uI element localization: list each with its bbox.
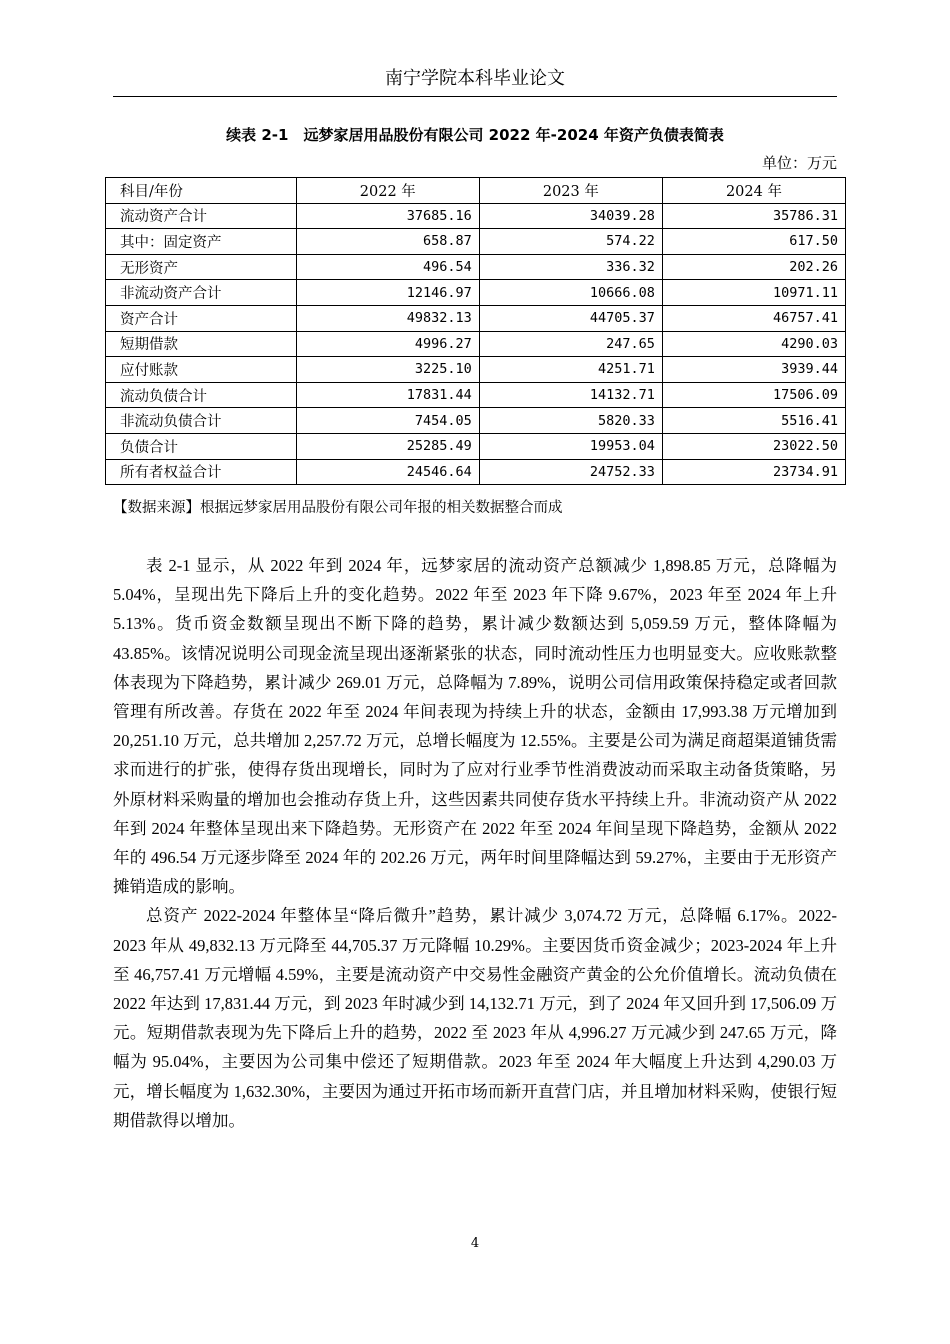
cell-2024: 5516.41 bbox=[662, 408, 845, 434]
header-rule bbox=[113, 96, 837, 97]
row-label: 无形资产 bbox=[106, 254, 297, 280]
cell-2022: 3225.10 bbox=[296, 357, 479, 383]
row-label: 所有者权益合计 bbox=[106, 459, 297, 485]
column-header: 2024 年 bbox=[662, 178, 845, 204]
table-unit: 单位：万元 bbox=[761, 154, 837, 172]
page-header-title: 南宁学院本科毕业论文 bbox=[385, 68, 565, 89]
row-label: 短期借款 bbox=[106, 331, 297, 357]
cell-2024: 3939.44 bbox=[662, 357, 845, 383]
cell-2022: 658.87 bbox=[296, 229, 479, 255]
row-label: 其中：固定资产 bbox=[106, 229, 297, 255]
table-row bbox=[106, 408, 846, 434]
row-label: 流动资产合计 bbox=[106, 203, 297, 229]
table-row bbox=[106, 305, 846, 331]
cell-2022: 25285.49 bbox=[296, 433, 479, 459]
table-row bbox=[106, 229, 846, 255]
cell-2024: 10971.11 bbox=[662, 280, 845, 306]
table-caption: 续表 2-1 远梦家居用品股份有限公司 2022 年-2024 年资产负债表简表 bbox=[226, 126, 724, 144]
table-row bbox=[106, 382, 846, 408]
row-label: 流动负债合计 bbox=[106, 382, 297, 408]
table-row bbox=[106, 459, 846, 485]
cell-2024: 617.50 bbox=[662, 229, 845, 255]
body-text bbox=[113, 551, 837, 1135]
table-row bbox=[106, 357, 846, 383]
page-number: 4 bbox=[470, 1236, 480, 1251]
cell-2024: 202.26 bbox=[662, 254, 845, 280]
cell-2024: 23022.50 bbox=[662, 433, 845, 459]
cell-2023: 19953.04 bbox=[479, 433, 662, 459]
cell-2022: 37685.16 bbox=[296, 203, 479, 229]
column-header: 2022 年 bbox=[296, 178, 479, 204]
balance-sheet-table bbox=[105, 177, 846, 485]
cell-2022: 24546.64 bbox=[296, 459, 479, 485]
cell-2024: 46757.41 bbox=[662, 305, 845, 331]
row-label: 资产合计 bbox=[106, 305, 297, 331]
cell-2023: 34039.28 bbox=[479, 203, 662, 229]
cell-2022: 49832.13 bbox=[296, 305, 479, 331]
cell-2022: 4996.27 bbox=[296, 331, 479, 357]
cell-2024: 17506.09 bbox=[662, 382, 845, 408]
row-label: 应付账款 bbox=[106, 357, 297, 383]
cell-2022: 17831.44 bbox=[296, 382, 479, 408]
cell-2022: 12146.97 bbox=[296, 280, 479, 306]
cell-2024: 23734.91 bbox=[662, 459, 845, 485]
table-source-note: 【数据来源】根据远梦家居用品股份有限公司年报的相关数据整合而成 bbox=[113, 500, 563, 516]
cell-2022: 7454.05 bbox=[296, 408, 479, 434]
cell-2023: 10666.08 bbox=[479, 280, 662, 306]
table-row bbox=[106, 254, 846, 280]
table-row bbox=[106, 331, 846, 357]
cell-2023: 4251.71 bbox=[479, 357, 662, 383]
cell-2023: 5820.33 bbox=[479, 408, 662, 434]
paragraph: 表 2-1 显示，从 2022 年到 2024 年，远梦家居的流动资产总额减少 1,898.85 万元，总降幅为 5.04%，呈现出先下降后上升的变化趋势。2022 年至 2023 年下降 9.67%，2023 年至 2024 年上升 5.13%。货币资金数额呈现出不断下降的趋势，累计减少数额达到 5,059.59 万元，整体降幅为 43.85%。该情况说明公司现金流呈现出逐渐紧张的状态，同时流动性压力也明显变大。应收账款整体表现为下降趋势，累计减少 269.01 万元，总降幅为 7.89%，说明公司信用政策保持稳定或者回款管理有所改善。存货在 2022 年至 2024 年间表现为持续上升的状态，金额由 17,993.38 万元增加到 20,251.10 万元，总共增加 2,257.72 万元，总增长幅度为 12.55%。主要是公司为满足商超渠道铺货需求而进行的扩张，使得存货出现增长，同时为了应对行业季节性消费波动而采取主动备货策略，另外原材料采购量的增加也会推动存货上升，这些因素共同使存货水平持续上升。非流动资产从 2022 年到 2024 年整体呈现出来下降趋势。无形资产在 2022 年至 2024 年间呈现下降趋势，金额从 2022 年的 496.54 万元逐步降至 2024 年的 202.26 万元，两年时间里降幅达到 59.27%，主要由于无形资产摊销造成的影响。 bbox=[113, 556, 838, 897]
cell-2024: 4290.03 bbox=[662, 331, 845, 357]
cell-2023: 336.32 bbox=[479, 254, 662, 280]
column-header: 2023 年 bbox=[479, 178, 662, 204]
row-label: 负债合计 bbox=[106, 433, 297, 459]
cell-2022: 496.54 bbox=[296, 254, 479, 280]
cell-2023: 24752.33 bbox=[479, 459, 662, 485]
cell-2023: 574.22 bbox=[479, 229, 662, 255]
column-header: 科目/年份 bbox=[106, 178, 297, 204]
table-row bbox=[106, 433, 846, 459]
cell-2023: 247.65 bbox=[479, 331, 662, 357]
cell-2023: 14132.71 bbox=[479, 382, 662, 408]
paragraph: 总资产 2022-2024 年整体呈“降后微升”趋势，累计减少 3,074.72 万元，总降幅 6.17%。2022-2023 年从 49,832.13 万元降至 44,705.37 万元降幅 10.29%。主要因货币资金减少；2023-2024 年上升至 46,757.41 万元增幅 4.59%，主要是流动资产中交易性金融资产黄金的公允价值增长。流动负债在 2022 年达到 17,831.44 万元，到 2023 年时减少到 14,132.71 万元，到了 2024 年又回升到 17,506.09 万元。短期借款表现为先下降后上升的趋势，2022 至 2023 年从 4,996.27 万元减少到 247.65 万元，降幅为 95.04%，主要因为公司集中偿还了短期借款。2023 年至 2024 年大幅度上升达到 4,290.03 万元，增长幅度为 1,632.30%，主要因为通过开拓市场而新开直营门店，并且增加材料采购，使银行短期借款得以增加。 bbox=[113, 906, 837, 1130]
table-row bbox=[106, 203, 846, 229]
row-label: 非流动资产合计 bbox=[106, 280, 297, 306]
cell-2024: 35786.31 bbox=[662, 203, 845, 229]
cell-2023: 44705.37 bbox=[479, 305, 662, 331]
table-row bbox=[106, 280, 846, 306]
row-label: 非流动负债合计 bbox=[106, 408, 297, 434]
table-header-row bbox=[106, 178, 846, 204]
